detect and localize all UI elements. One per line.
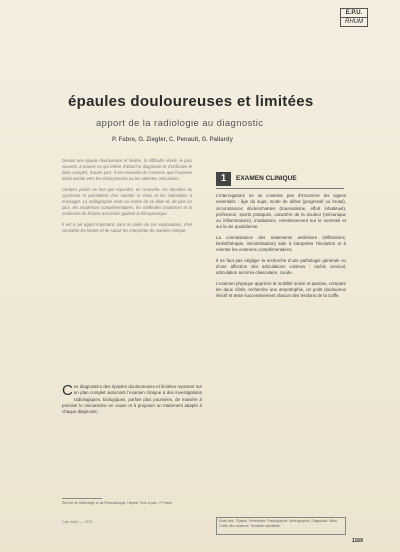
intro-text: es diagnostics des épaules douloureuses et limitées reposent sur un plan complet associant l’examen clinique à des investigations radiologiques, biologiques, parfois plus poussées, de manière à préciser le mécanisme en cause et à proposer un traitement adapté à chaque diagnostic.: [62, 384, 202, 415]
abstract-paragraph: Il est à cet égard important, dans le cadre de ces explorations, d’en connaître les limites et de savoir les interpréter de manière critique.: [62, 222, 192, 233]
badge-line-2: RHUM: [345, 19, 363, 25]
section-number: 1: [216, 172, 231, 186]
footnote-divider: [62, 498, 102, 499]
abstract-paragraph: Devant une épaule douloureuse et limitée, la difficulté réside, le plus souvent, à trouver ce qui relève d’abord le diagnostic et d’ordinaire le bilan complet, d’autre part. Il est essentiel de s’assurer que l’examen initial oriente vers les ténosynovites ou les atteintes articulaires.: [62, 158, 192, 181]
journal-reference: Cah. Méd. — 1975: [62, 520, 93, 524]
article-authors: P. Fabre, O. Ziegler, C. Penault, G. Pallardy: [112, 137, 233, 143]
body-paragraph: L’interrogatoire ne se contente pas d’énumérer les signes essentiels : âge du sujet, mode de début (progressif ou brutal), circonstances déclenchantes (traumatisme, effort inhabituel), profession, sports pratiqués, caractère de la douleur (mécanique ou inflammatoire), irradiations, retentissement sur le sommeil et sur la vie quotidienne.: [216, 193, 346, 230]
abstract-paragraph: Certains points ne font que répondre, en revanche, les données du syndrome et permettent d’en orienter le choix et les indications à envisager. La radiographie reste au centre de ce bilan et, de plus en plus, les incidences complémentaires, les méthodes modernes et la recherche de lésions associées guident la thérapeutique.: [62, 187, 192, 216]
body-paragraph: La connaissance des traitements antérieurs (infiltrations, kinésithérapie, immobilisation) aide à interpréter l’évolution et à orienter les examens complémentaires.: [216, 234, 346, 253]
body-paragraph: Il ne faut pas négliger la recherche d’une pathologie générale ou d’une affection des articulations voisines : rachis cervical, articulation acromio-claviculaire, coude.: [216, 257, 346, 276]
keywords-box: Mots-clés : Épaule. Périarthrite. Radiographie. Arthrographie. Diagnostic. Bilan. Coiffe des rotateurs. Tendinite calcifiante.: [216, 517, 346, 535]
page-number: 1169: [352, 538, 363, 544]
section-title: EXAMEN CLINIQUE: [236, 175, 297, 182]
section-divider: [216, 188, 344, 189]
badge-line-1: E.P.U.: [341, 9, 367, 18]
left-column-intro: [62, 384, 202, 496]
article-subtitle: apport de la radiologie au diagnostic: [96, 118, 264, 129]
body-paragraph: L’examen physique apprécie la mobilité active et passive, compare les deux côtés, recherche une amyotrophie, un point douloureux électif et teste successivement chacun des tendons de la coiffe.: [216, 280, 346, 299]
drop-cap: C: [62, 384, 73, 399]
abstract: [62, 158, 192, 383]
right-column-text: [216, 193, 346, 515]
journal-badge: [340, 8, 368, 27]
footnote: Service de Radiologie et de Rhumatologie, Hôpital. Tirés à part : P. Fabre.: [62, 501, 173, 505]
article-title: épaules douloureuses et limitées: [68, 93, 314, 110]
